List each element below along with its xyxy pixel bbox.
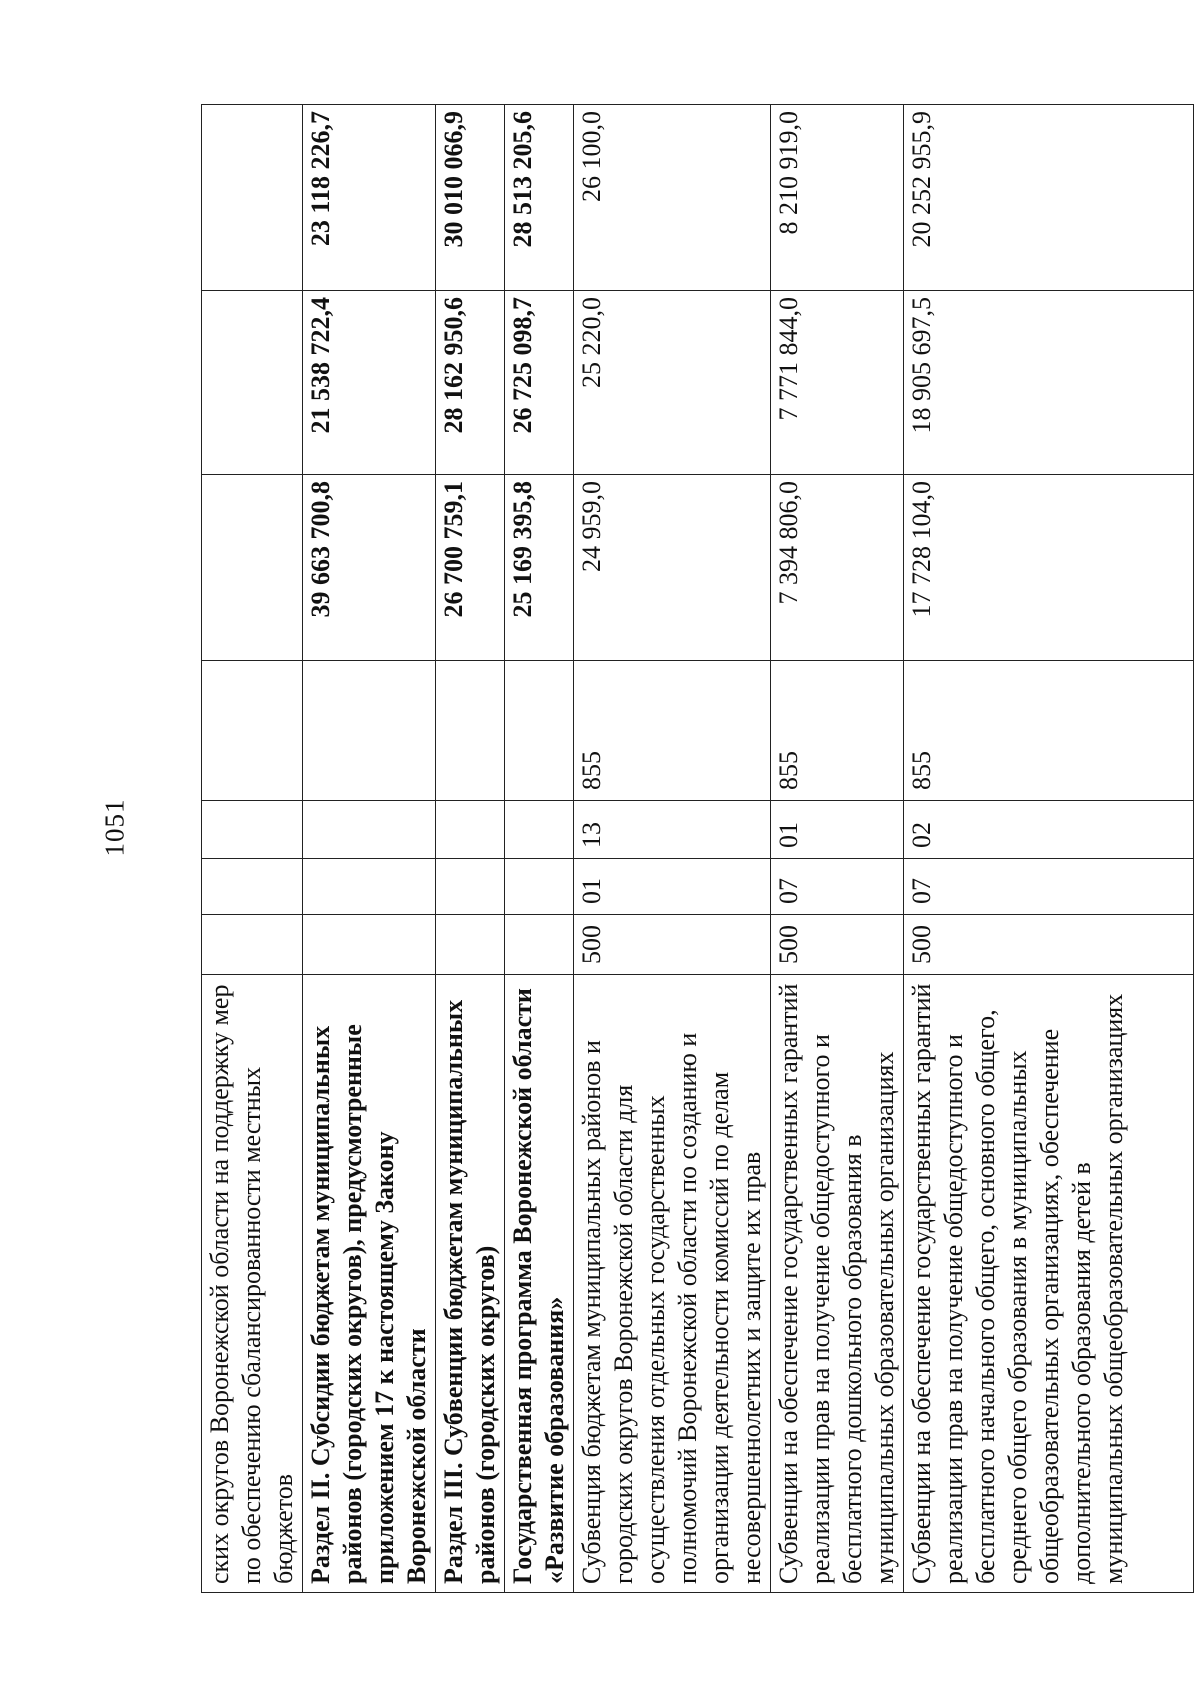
row-description: Субвенция бюджетам муниципальных районов и городских округов Воронежской области для осуществления отдельных государственных полномочий Воронежской области по созданию и организации деятельности комиссий по делам несовершеннолетних и защите их прав bbox=[574, 975, 771, 1593]
amount-year-2: 28 162 950,6 bbox=[436, 291, 505, 475]
amount-year-1: 39 663 700,8 bbox=[303, 475, 436, 661]
code-section bbox=[202, 859, 303, 915]
amount-year-1: 7 394 806,0 bbox=[771, 475, 904, 661]
row-description: Государственная программа Воронежской области «Развитие образования» bbox=[505, 975, 574, 1593]
amount-year-2 bbox=[202, 291, 303, 475]
row-description: Раздел III. Субвенции бюджетам муниципальных районов (городских округов) bbox=[436, 975, 505, 1593]
code-subsection bbox=[505, 801, 574, 859]
table-row bbox=[436, 105, 505, 1593]
code-admin bbox=[505, 915, 574, 975]
amount-year-1: 24 959,0 bbox=[574, 475, 771, 661]
table-row bbox=[303, 105, 436, 1593]
code-admin bbox=[303, 915, 436, 975]
amount-year-3: 28 513 205,6 bbox=[505, 105, 574, 291]
code-expense-type bbox=[303, 661, 436, 801]
amount-year-2: 26 725 098,7 bbox=[505, 291, 574, 475]
amount-year-3 bbox=[202, 105, 303, 291]
code-admin: 500 bbox=[904, 915, 1194, 975]
amount-year-3: 30 010 066,9 bbox=[436, 105, 505, 291]
page-number: 1051 bbox=[99, 798, 130, 857]
code-admin bbox=[202, 915, 303, 975]
code-admin bbox=[436, 915, 505, 975]
code-section bbox=[505, 859, 574, 915]
code-subsection bbox=[303, 801, 436, 859]
budget-table bbox=[201, 104, 1194, 1593]
code-expense-type: 855 bbox=[574, 661, 771, 801]
row-description: ских округов Воронежской области на поддержку мер по обеспечению сбалансированности местных бюджетов bbox=[202, 975, 303, 1593]
row-description: Субвенции на обеспечение государственных гарантий реализации прав на получение общедоступного и бесплатного начального общего, основного общего, среднего общего образования в муниципальных общеобразовательных организациях, обеспечение дополнительного образования детей в муниципальных общеобразовательных организациях bbox=[904, 975, 1194, 1593]
amount-year-1: 17 728 104,0 bbox=[904, 475, 1194, 661]
table-row bbox=[202, 105, 303, 1593]
amount-year-3: 26 100,0 bbox=[574, 105, 771, 291]
code-subsection: 13 bbox=[574, 801, 771, 859]
table-row bbox=[771, 105, 904, 1593]
code-expense-type: 855 bbox=[771, 661, 904, 801]
code-section bbox=[436, 859, 505, 915]
table-row bbox=[904, 105, 1194, 1593]
code-section bbox=[303, 859, 436, 915]
code-section: 01 bbox=[574, 859, 771, 915]
table-row bbox=[574, 105, 771, 1593]
amount-year-1 bbox=[202, 475, 303, 661]
amount-year-3: 20 252 955,9 bbox=[904, 105, 1194, 291]
code-subsection bbox=[202, 801, 303, 859]
amount-year-2: 21 538 722,4 bbox=[303, 291, 436, 475]
amount-year-2: 25 220,0 bbox=[574, 291, 771, 475]
table-row bbox=[505, 105, 574, 1593]
code-subsection: 01 bbox=[771, 801, 904, 859]
code-expense-type bbox=[436, 661, 505, 801]
amount-year-1: 26 700 759,1 bbox=[436, 475, 505, 661]
row-description: Раздел II. Субсидии бюджетам муниципальных районов (городских округов), предусмотренные приложением 17 к настоящему Закону Воронежской области bbox=[303, 975, 436, 1593]
amount-year-1: 25 169 395,8 bbox=[505, 475, 574, 661]
code-section: 07 bbox=[771, 859, 904, 915]
amount-year-3: 23 118 226,7 bbox=[303, 105, 436, 291]
budget-table-container bbox=[201, 105, 1128, 1593]
code-admin: 500 bbox=[574, 915, 771, 975]
code-section: 07 bbox=[904, 859, 1194, 915]
code-expense-type bbox=[505, 661, 574, 801]
code-expense-type: 855 bbox=[904, 661, 1194, 801]
amount-year-2: 18 905 697,5 bbox=[904, 291, 1194, 475]
row-description: Субвенции на обеспечение государственных гарантий реализации прав на получение общедоступного и бесплатного дошкольного образования в муниципальных образовательных организациях bbox=[771, 975, 904, 1593]
code-admin: 500 bbox=[771, 915, 904, 975]
code-subsection: 02 bbox=[904, 801, 1194, 859]
code-subsection bbox=[436, 801, 505, 859]
amount-year-2: 7 771 844,0 bbox=[771, 291, 904, 475]
code-expense-type bbox=[202, 661, 303, 801]
amount-year-3: 8 210 919,0 bbox=[771, 105, 904, 291]
